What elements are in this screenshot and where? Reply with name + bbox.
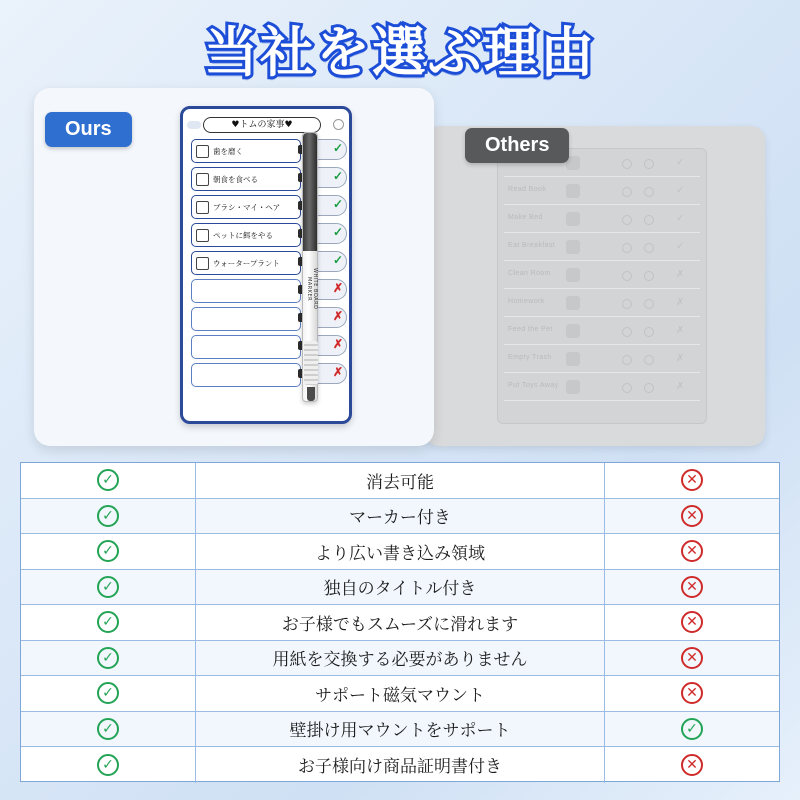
others-cell — [604, 605, 779, 640]
cross-circle-icon: ✕ — [681, 682, 703, 704]
task-row[interactable] — [191, 307, 301, 331]
others-row-circle-2 — [644, 271, 654, 281]
feature-label: 壁掛け用マウントをサポート — [289, 721, 511, 742]
board-header — [183, 113, 349, 135]
ours-cell — [21, 641, 196, 676]
table-row — [21, 712, 779, 748]
others-row-mark: ✗ — [676, 297, 685, 308]
cross-circle-icon: ✕ — [681, 505, 703, 527]
others-row-mark: ✓ — [676, 157, 685, 168]
others-cell — [604, 641, 779, 676]
others-row-circle-1 — [622, 271, 632, 281]
cross-circle-icon: ✕ — [681, 754, 703, 776]
pet-icon — [196, 229, 209, 242]
others-row-circle-1 — [622, 243, 632, 253]
feature-comparison-table — [20, 462, 780, 782]
others-cell — [604, 463, 779, 498]
others-row-icon — [566, 268, 580, 282]
task-label: 朝食を食べる — [213, 174, 258, 184]
cross-circle-icon: ✕ — [681, 540, 703, 562]
ours-cell — [21, 463, 196, 498]
others-cell — [604, 499, 779, 534]
marker-grip — [304, 341, 318, 385]
others-row-circle-1 — [622, 215, 632, 225]
marker-label: WHITE BOARD MARKER — [306, 268, 318, 310]
others-row — [504, 347, 700, 373]
others-row-circle-2 — [644, 383, 654, 393]
others-row-circle-2 — [644, 243, 654, 253]
comparison-section — [0, 88, 800, 456]
others-row-mark: ✓ — [676, 213, 685, 224]
feature-label: マーカー付き — [349, 508, 451, 529]
others-row-circle-1 — [622, 159, 632, 169]
board-title: ♥トムの家事♥ — [203, 117, 321, 133]
task-row[interactable] — [191, 363, 301, 387]
cloud-icon — [187, 121, 201, 129]
table-row — [21, 641, 779, 677]
cross-icon: ✗ — [332, 337, 343, 351]
others-row — [504, 375, 700, 401]
others-row — [504, 207, 700, 233]
others-row-mark: ✗ — [676, 353, 685, 364]
plant-icon — [196, 257, 209, 270]
feature-label: サポート磁気マウント — [315, 685, 485, 706]
cross-circle-icon: ✕ — [681, 611, 703, 633]
others-cell — [604, 676, 779, 711]
check-circle-icon: ✓ — [97, 469, 119, 491]
task-row[interactable] — [191, 167, 301, 191]
others-row-icon — [566, 324, 580, 338]
others-row-label: Read Book — [508, 186, 547, 193]
task-label: ペットに餌をやる — [213, 230, 273, 240]
check-circle-icon: ✓ — [681, 718, 703, 740]
others-row — [504, 319, 700, 345]
others-cell — [604, 534, 779, 569]
table-row — [21, 499, 779, 535]
page-title: 当社を選ぶ理由 — [204, 21, 596, 84]
others-row-icon — [566, 380, 580, 394]
ours-cell — [21, 712, 196, 747]
others-row-circle-2 — [644, 187, 654, 197]
others-row-label: Clean Room — [508, 270, 551, 277]
feature-label: お子様でもスムーズに滑れます — [281, 614, 519, 635]
whiteboard-marker — [302, 132, 318, 402]
others-panel — [425, 126, 765, 446]
others-cell — [604, 570, 779, 605]
task-row[interactable] — [191, 195, 301, 219]
ours-badge: Ours — [45, 112, 132, 147]
feature-label: お子様向け商品証明書付き — [298, 757, 502, 778]
task-list — [191, 139, 301, 391]
others-row-circle-2 — [644, 299, 654, 309]
others-row-label: Feed the Pet — [508, 326, 553, 333]
others-row — [504, 263, 700, 289]
others-row-circle-1 — [622, 187, 632, 197]
others-row — [504, 235, 700, 261]
others-row-icon — [566, 352, 580, 366]
ours-cell — [21, 747, 196, 783]
cross-circle-icon: ✕ — [681, 469, 703, 491]
others-row-label: Empty Trash — [508, 354, 552, 361]
others-row — [504, 179, 700, 205]
table-row — [21, 676, 779, 712]
others-row-label: Put Toys Away — [508, 382, 559, 389]
table-row — [21, 463, 779, 499]
bread-icon — [196, 173, 209, 186]
marker-cap — [303, 133, 317, 251]
others-row-label: Homework — [508, 298, 545, 305]
check-circle-icon: ✓ — [97, 647, 119, 669]
task-row[interactable] — [191, 223, 301, 247]
ours-cell — [21, 499, 196, 534]
others-row-circle-2 — [644, 159, 654, 169]
table-row — [21, 605, 779, 641]
ours-cell — [21, 605, 196, 640]
others-row-circle-1 — [622, 327, 632, 337]
check-icon: ✓ — [332, 141, 343, 155]
task-label: ブラシ・マイ・ヘア — [213, 202, 281, 212]
others-row-mark: ✓ — [676, 185, 685, 196]
check-icon: ✓ — [332, 197, 343, 211]
others-row-label: Make Bed — [508, 214, 543, 221]
check-circle-icon: ✓ — [97, 754, 119, 776]
others-row-mark: ✗ — [676, 325, 685, 336]
ours-cell — [21, 676, 196, 711]
others-row-icon — [566, 240, 580, 254]
check-icon: ✓ — [332, 225, 343, 239]
check-circle-icon: ✓ — [97, 611, 119, 633]
check-circle-icon: ✓ — [97, 505, 119, 527]
others-row-circle-2 — [644, 327, 654, 337]
feature-label: 独自のタイトル付き — [323, 579, 477, 600]
check-icon: ✓ — [332, 253, 343, 267]
cross-icon: ✗ — [332, 281, 343, 295]
cross-icon: ✗ — [332, 365, 343, 379]
feature-label: 消去可能 — [366, 472, 434, 493]
others-cell — [604, 712, 779, 747]
task-label: ウォータープラント — [213, 258, 280, 268]
others-row-circle-1 — [622, 299, 632, 309]
cross-icon: ✗ — [332, 309, 343, 323]
marker-tip — [307, 387, 315, 401]
others-cell — [604, 747, 779, 783]
others-row-label: Eat Breakfast — [508, 242, 556, 249]
cross-circle-icon: ✕ — [681, 576, 703, 598]
others-row-icon — [566, 212, 580, 226]
page-title-wrap — [0, 10, 800, 87]
cross-circle-icon: ✕ — [681, 647, 703, 669]
task-row[interactable] — [191, 251, 301, 275]
ours-board — [180, 106, 352, 424]
others-badge: Others — [465, 128, 569, 163]
check-circle-icon: ✓ — [97, 540, 119, 562]
feature-label: 用紙を交換する必要がありません — [272, 650, 528, 671]
check-circle-icon: ✓ — [97, 576, 119, 598]
others-row-icon — [566, 184, 580, 198]
table-row — [21, 747, 779, 783]
check-circle-icon: ✓ — [97, 682, 119, 704]
feature-label: より広い書き込み領域 — [315, 543, 485, 564]
task-label: 歯を磨く — [213, 146, 243, 156]
check-circle-icon: ✓ — [97, 718, 119, 740]
ours-cell — [21, 534, 196, 569]
others-board — [497, 148, 707, 424]
others-row-mark: ✗ — [676, 269, 685, 280]
others-row-circle-2 — [644, 355, 654, 365]
tooth-icon — [196, 145, 209, 158]
others-row-icon — [566, 296, 580, 310]
table-row — [21, 570, 779, 606]
brush-icon — [196, 201, 209, 214]
task-row[interactable] — [191, 335, 301, 359]
others-row — [504, 291, 700, 317]
table-row — [21, 534, 779, 570]
task-row[interactable] — [191, 279, 301, 303]
check-icon: ✓ — [332, 169, 343, 183]
others-row-circle-2 — [644, 215, 654, 225]
others-row-mark: ✓ — [676, 241, 685, 252]
ours-cell — [21, 570, 196, 605]
others-row-circle-1 — [622, 355, 632, 365]
others-row-mark: ✗ — [676, 381, 685, 392]
sun-icon — [333, 119, 344, 130]
others-row-circle-1 — [622, 383, 632, 393]
task-row[interactable] — [191, 139, 301, 163]
